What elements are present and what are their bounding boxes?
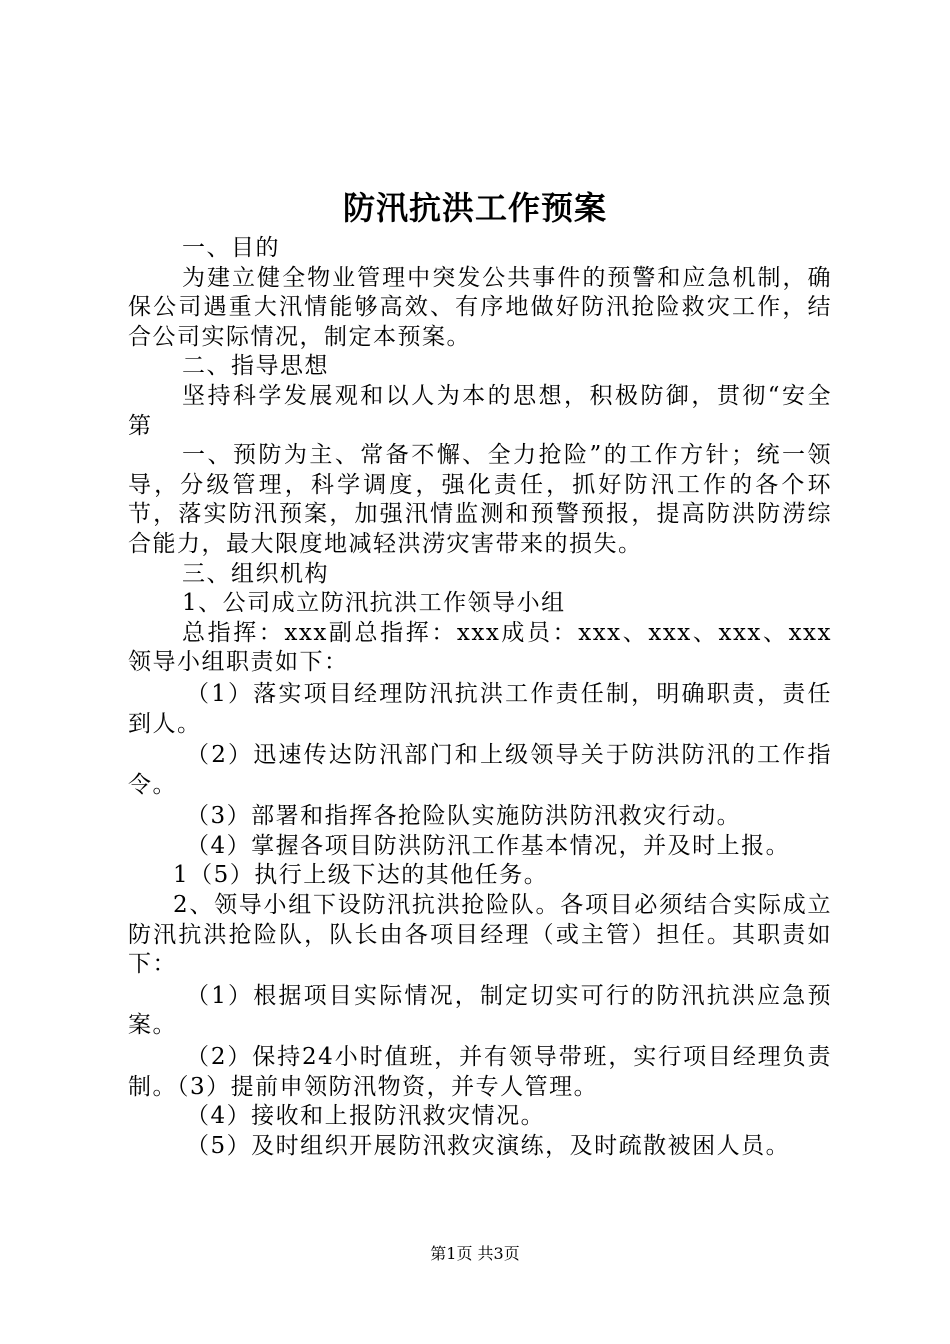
document-title: 防汛抗洪工作预案: [342, 189, 607, 227]
section-heading-purpose: 一、目的: [182, 235, 280, 261]
list-item-duty-3: （3）部署和指挥各抢险队实施防洪防汛救灾行动。: [186, 803, 742, 830]
list-item-team-duty-2-3: （2）保持24小时值班，并有领导带班，实行项目经理负责制。（3）提前申领防汛物资，并专人管理。: [128, 1044, 832, 1100]
paragraph-commanders: 总指挥：xxx副总指挥：xxx成员：xxx、xxx、xxx、xxx领导小组职责如下：: [128, 619, 832, 676]
paragraph-leading-group: 1、公司成立防汛抗洪工作领导小组: [182, 590, 566, 617]
list-item-duty-5: 1（5）执行上级下达的其他任务。: [173, 862, 549, 889]
list-item-duty-2: （2）迅速传达防汛部门和上级领导关于防洪防汛的工作指令。: [128, 742, 832, 798]
list-item-team-duty-4: （4）接收和上报防汛救灾情况。: [186, 1103, 546, 1130]
paragraph-ideology-part1: 坚持科学发展观和以人为本的思想，积极防御，贯彻“安全第: [128, 382, 832, 439]
page-footer: 第1页 共3页: [430, 1244, 520, 1263]
list-item-duty-4: （4）掌握各项目防洪防汛工作基本情况，并及时上报。: [186, 832, 791, 859]
paragraph-ideology-part2: 一、预防为主、常备不懈、全力抢险”的工作方针；统一领导，分级管理，科学调度，强化责任，抓好防汛工作的各个环节，落实防汛预案，加强汛情监测和预警预报，提高防洪防涝综合能力，最大限度地减轻洪涝灾害带来的损失。: [128, 442, 832, 557]
list-item-duty-1: （1）落实项目经理防汛抗洪工作责任制，明确职责，责任到人。: [128, 680, 832, 737]
paragraph-rescue-team: 2、领导小组下设防汛抗洪抢险队。各项目必须结合实际成立防汛抗洪抢险队，队长由各项目经理（或主管）担任。其职责如下：: [128, 892, 832, 978]
list-item-team-duty-1: （1）根据项目实际情况，制定切实可行的防汛抗洪应急预案。: [128, 982, 832, 1039]
document-body: [128, 234, 832, 1161]
section-heading-guiding-ideology: 二、指导思想: [182, 353, 329, 380]
paragraph-purpose: 为建立健全物业管理中突发公共事件的预警和应急机制，确保公司遇重大汛情能够高效、有序地做好防汛抢险救灾工作，结合公司实际情况，制定本预案。: [128, 264, 832, 350]
section-heading-organization: 三、组织机构: [182, 560, 329, 587]
list-item-team-duty-5: （5）及时组织开展防汛救灾演练，及时疏散被困人员。: [186, 1132, 791, 1159]
